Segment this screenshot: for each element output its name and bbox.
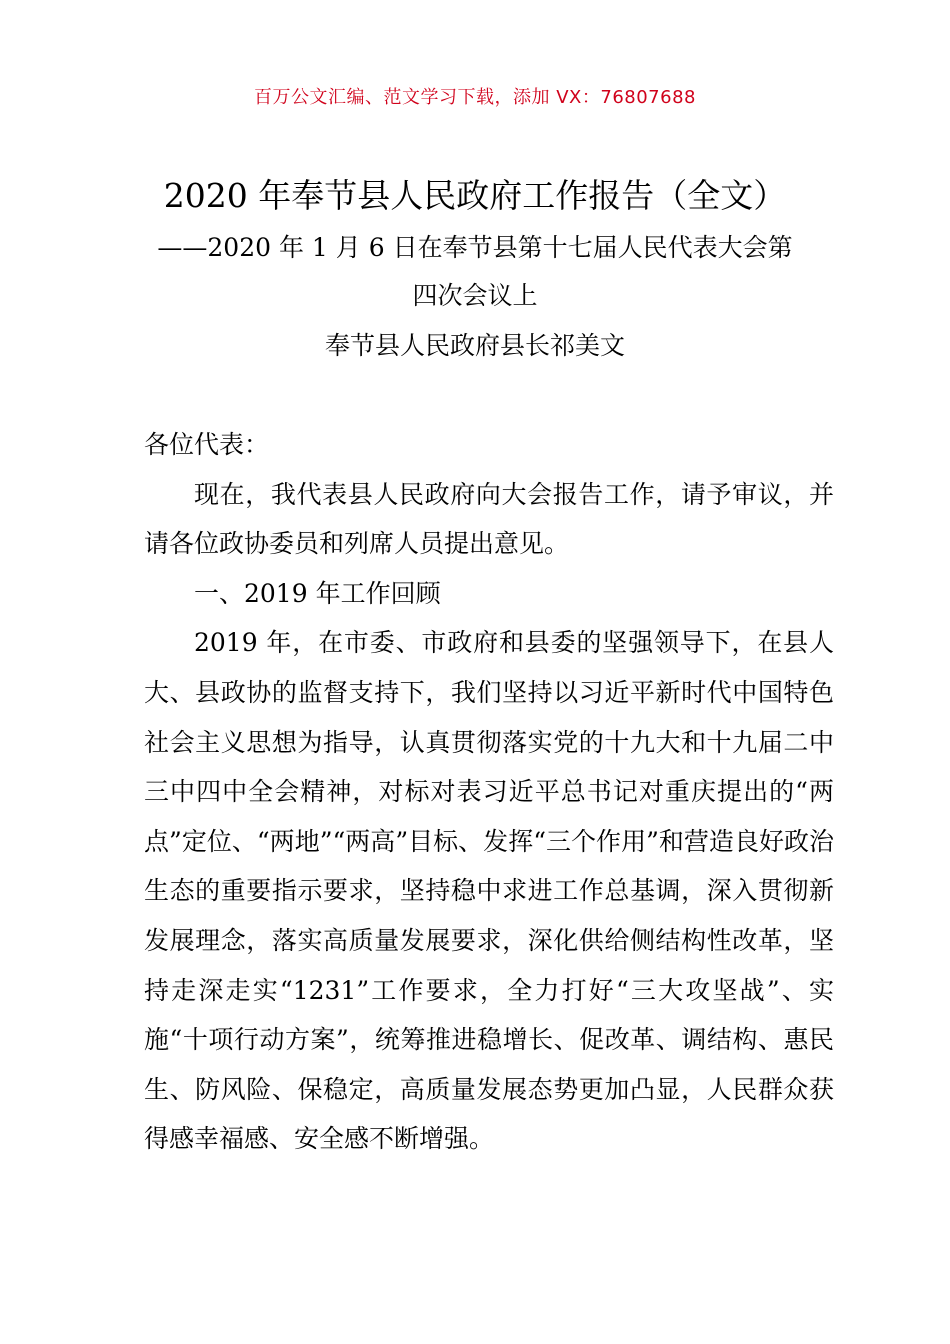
body-paragraph: 现在，我代表县人民政府向大会报告工作，请予审议，并请各位政协委员和列席人员提出意见。: [144, 479, 834, 559]
document-body: [144, 420, 834, 1164]
salutation: 各位代表：: [144, 430, 270, 459]
document-title: 2020 年奉节县人民政府工作报告（全文）: [163, 176, 787, 215]
watermark-text: 百万公文汇编、范文学习下载，添加 VX：76807688: [254, 87, 696, 108]
body-paragraph: 2019 年，在市委、市政府和县委的坚强领导下，在县人大、县政协的监督支持下，我们坚持以习近平新时代中国特色社会主义思想为指导，认真贯彻落实党的十九大和十九届二中三中四中全会精神，对标对表习近平总书记对重庆提出的“两点”定位、“两地”“两高”目标、发挥“三个作用”和营造良好政治生态的重要指示要求，坚持稳中求进工作总基调，深入贯彻新发展理念，落实高质量发展要求，深化供给侧结构性改革，坚持走深走实“1231”工作要求，全力打好“三大攻坚战”、实施“十项行动方案”，统筹推进稳增长、促改革、调结构、惠民生、防风险、保稳定，高质量发展态势更加凸显，人民群众获得感幸福感、安全感不断增强。: [144, 628, 834, 1154]
document-subtitle: ——2020 年 1 月 6 日在奉节县第十七届人民代表大会第四次会议上: [157, 233, 793, 310]
document-author: 奉节县人民政府县长祁美文: [324, 331, 625, 360]
section-heading: 一、2019 年工作回顾: [194, 578, 441, 608]
